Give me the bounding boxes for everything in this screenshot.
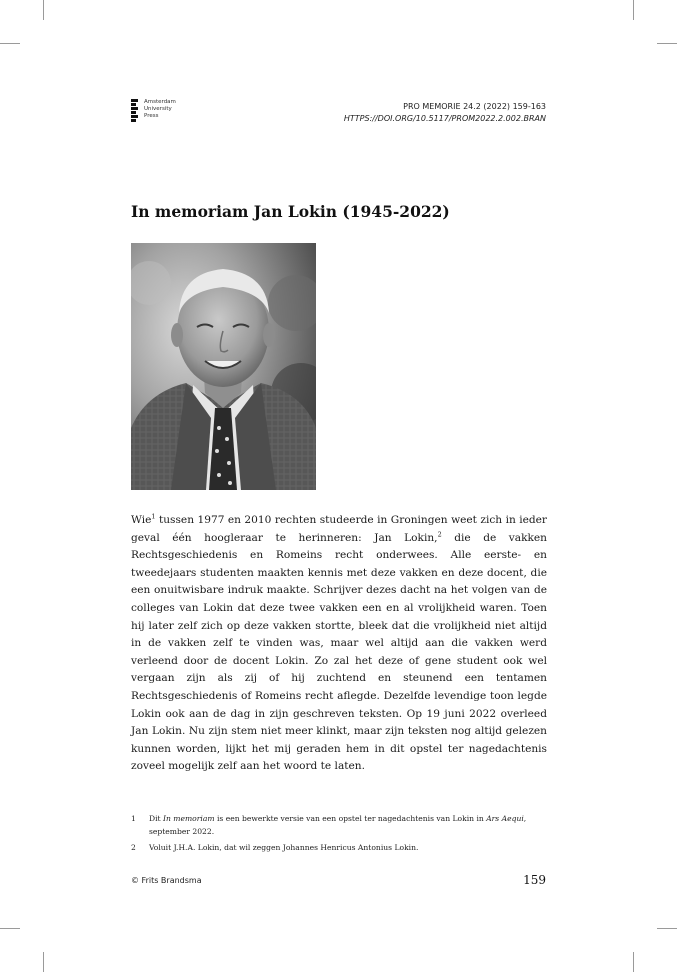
- crop-mark: [633, 952, 634, 972]
- crop-mark: [657, 928, 677, 929]
- crop-mark: [657, 43, 677, 44]
- portrait-photo: [131, 243, 316, 490]
- crop-mark: [633, 0, 634, 20]
- journal-citation: PRO MEMORIE 24.2 (2022) 159-163: [403, 102, 546, 111]
- crop-mark: [0, 928, 20, 929]
- footnote-number: 2: [131, 843, 136, 852]
- copyright-notice: © Frits Brandsma: [131, 876, 202, 885]
- footnote-ref[interactable]: 2: [437, 530, 442, 539]
- journal-header: [344, 101, 546, 125]
- page-number: 159: [523, 873, 546, 887]
- crop-mark: [0, 43, 20, 44]
- footnotes: [131, 812, 547, 857]
- crop-mark: [43, 0, 44, 20]
- doi-link[interactable]: HTTPS://DOI.ORG/10.5117/PROM2022.2.002.BRAN: [343, 114, 546, 123]
- footnote: 2 Voluit J.H.A. Lokin, dat wil zeggen Johannes Henricus Antonius Lokin.: [131, 843, 419, 852]
- article-title: In memoriam Jan Lokin (1945-2022): [131, 202, 450, 221]
- footnote: 1 Dit In memoriam is een bewerkte versie van een opstel ter nagedachtenis van Lokin in Ars Aequi, september 2022.: [131, 814, 527, 836]
- body-paragraph: Wie$^1$ tussen 1977 en 2010 rechten studeerde in Groningen weet zich in ieder geval één hoogleraar te herinneren: Jan Lokin,$^2$ die de vakken Rechtsgeschiedenis en Romeins recht onderwees. Alle eerste- en tweedejaars studenten maakten kennis met deze vakken en deze docent, die een onuitwisbare indruk maakte. Schrijver dezes dacht na het volgen van de colleges van Lokin dat deze twee vakken een en al vrolijkheid waren. Toen hij later zelf zich op deze vakken stortte, bleek dat die vrolijkheid niet altijd in de vakken zelf te vinden was, maar wel altijd aan die vakken werd verleend door de docent Lokin. Zo zal het deze of gene student ook wel vergaan zijn als zij of hij zuchtend en steunend een tentamen Rechtsgeschiedenis of Romeins recht aflegde. Dezelfde levendige toon legde Lokin ook aan de dag in zijn geschreven teksten. Op 19 juni 2022 overleed Jan Lokin. Nu zijn stem niet meer klinkt, maar zijn teksten nog altijd gelezen kunnen worden, lijkt het mij geraden hem in dit opstel ter nagedachtenis zoveel mogelijk zelf aan het woord te laten.: [131, 512, 548, 773]
- publisher-logo-mark: [131, 99, 138, 123]
- crop-mark: [43, 952, 44, 972]
- publisher-logo-text: Amsterdam University Press: [144, 99, 176, 119]
- footnote-number: 1: [131, 814, 136, 823]
- footnote-ref[interactable]: 1: [151, 512, 156, 521]
- publisher-logo: [131, 99, 191, 123]
